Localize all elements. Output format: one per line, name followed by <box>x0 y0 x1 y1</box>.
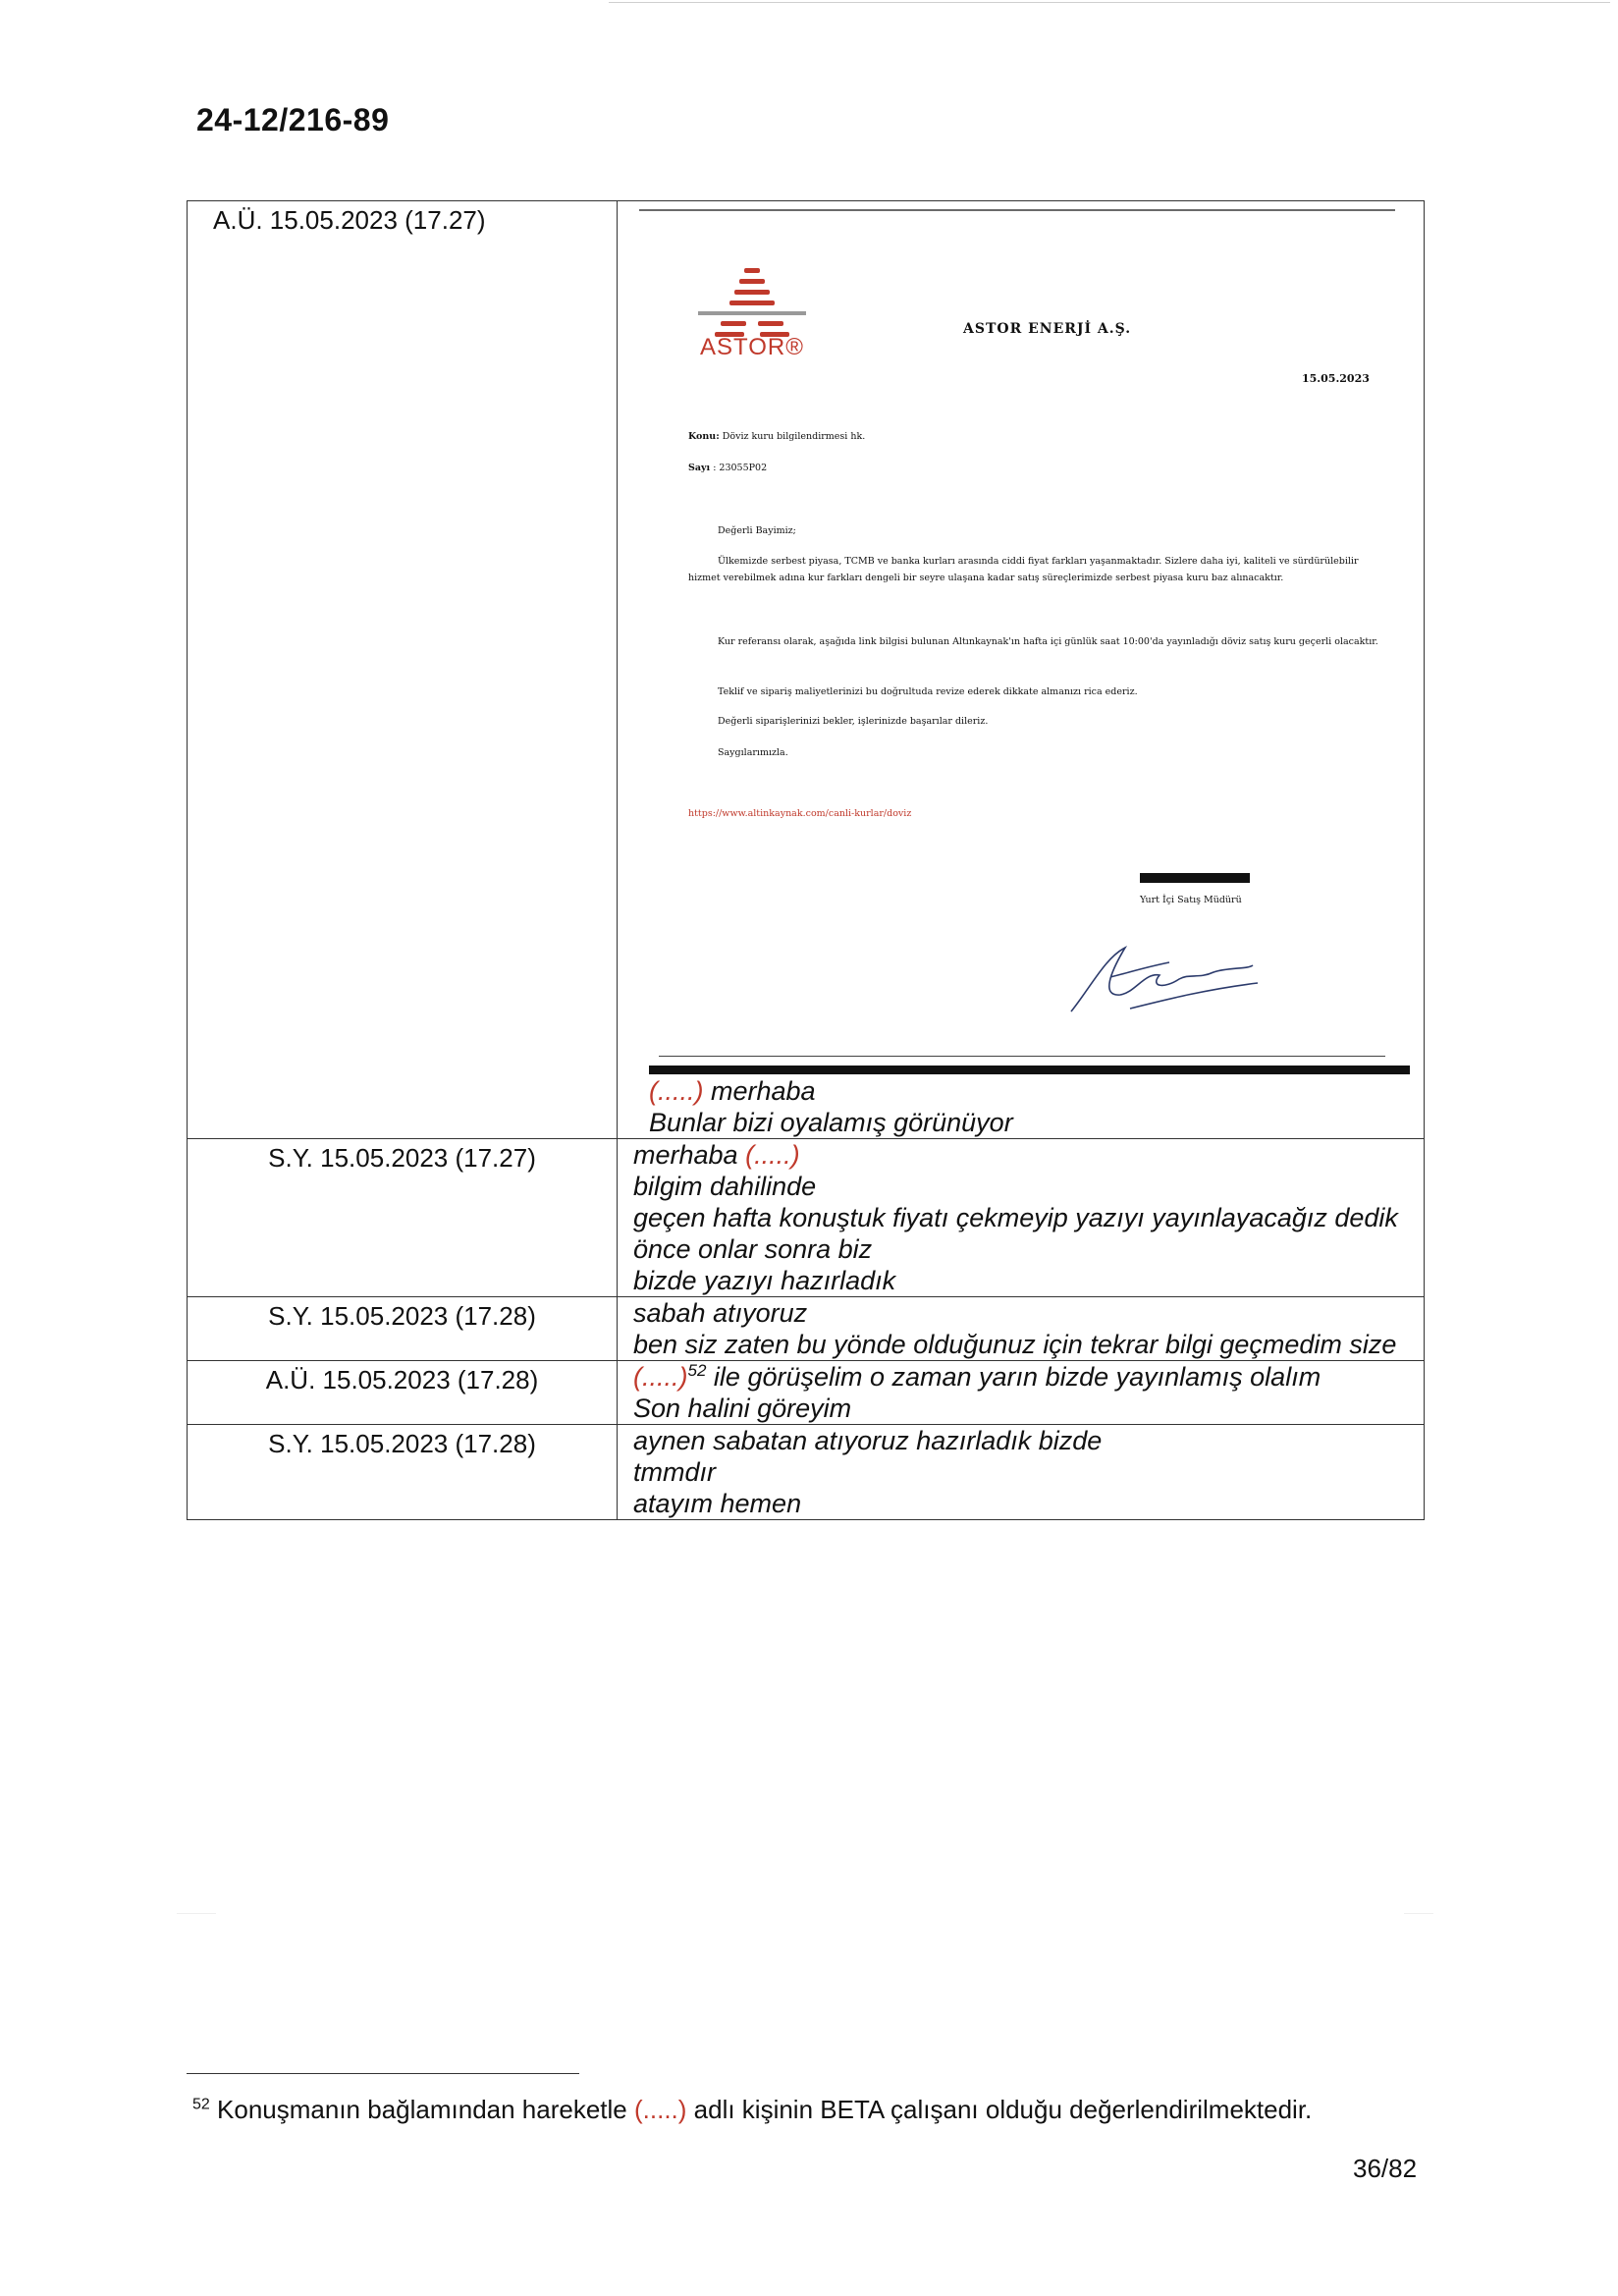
sender-cell <box>188 1297 618 1361</box>
letter-number: Sayı : 23055P02 <box>688 463 768 473</box>
message-line: ben siz zaten bu yönde olduğunuz için tekrar bilgi geçmedim size <box>633 1330 1397 1359</box>
scan-mark <box>1404 1913 1433 1914</box>
sender-cell <box>188 201 618 1139</box>
letter-bottom-bar <box>649 1066 1410 1074</box>
redaction-bar <box>1140 873 1250 883</box>
letter-line-4: Değerli siparişlerinizi bekler, işlerinizde başarılar dileriz. <box>718 716 989 727</box>
message-line: Bunlar bizi oyalamış görünüyor <box>649 1108 1013 1137</box>
sender-cell <box>188 1425 618 1520</box>
sender-cell <box>188 1139 618 1297</box>
letter-paragraph-1: Ülkemizde serbest piyasa, TCMB ve banka kurları arasında ciddi fiyat farkları yaşanmaktadır. Sizlere daha iyi, kaliteli ve sürdürülebilir hizmet verebilmek adına kur farkları dengeli bir seyre ulaşana kadar satış süreçlerimizde serbest piyasa kuru baz alınacaktır. <box>688 556 1359 583</box>
message-cell <box>618 1139 1425 1297</box>
sender-timestamp: S.Y. 15.05.2023 (17.28) <box>268 1301 536 1331</box>
sender-timestamp: S.Y. 15.05.2023 (17.28) <box>268 1429 536 1458</box>
embedded-letter-image <box>629 201 1425 1075</box>
letter-date: 15.05.2023 <box>1302 372 1370 385</box>
document-id: 24-12/216-89 <box>196 102 390 137</box>
sender-timestamp: S.Y. 15.05.2023 (17.27) <box>268 1143 536 1173</box>
footnote: $^{52}$ Konuşmanın bağlamından hareketle (.....) adlı kişinin BETA çalışanı olduğu değerlendirilmektedir. <box>192 2095 1313 2124</box>
message-line: bizde yazıyı hazırladık <box>633 1266 896 1295</box>
message-line: Son halini göreyim <box>633 1394 852 1423</box>
sender-cell <box>188 1361 618 1425</box>
message-line: önce onlar sonra biz <box>633 1234 873 1264</box>
message-line: merhaba (.....) <box>633 1140 800 1170</box>
letter-bottom-rule <box>659 1056 1385 1057</box>
table-row <box>188 201 1425 1139</box>
letter-line-3: Teklif ve sipariş maliyetlerinizi bu doğrultuda revize ederek dikkate almanızı rica ederiz. <box>718 686 1138 697</box>
table-row <box>188 1425 1425 1520</box>
table-row <box>188 1361 1425 1425</box>
message-line: atayım hemen <box>633 1489 802 1518</box>
scan-mark <box>177 1913 216 1914</box>
message-log-table <box>187 200 1425 1520</box>
page-number: 36/82 <box>1353 2154 1418 2183</box>
letter-company: ASTOR ENERJİ A.Ş. <box>963 321 1132 337</box>
signature-icon <box>1052 918 1267 1026</box>
sender-timestamp: A.Ü. 15.05.2023 (17.28) <box>265 1365 539 1394</box>
message-line: aynen sabatan atıyoruz hazırladık bizde <box>633 1426 1103 1455</box>
table-row <box>188 1139 1425 1297</box>
logo-text: ASTOR® <box>700 334 804 360</box>
message-line: (.....) merhaba <box>649 1076 816 1106</box>
letter-greeting: Değerli Bayimiz; <box>718 525 796 536</box>
letter-signer-title: Yurt İçi Satış Müdürü <box>1140 895 1242 905</box>
footnote-rule <box>187 2073 579 2074</box>
letter-subject: Konu: Döviz kuru bilgilendirmesi hk. <box>688 431 866 442</box>
footnote-number: 52 <box>192 2096 210 2113</box>
message-cell <box>618 201 1425 1139</box>
message-line: bilgim dahilinde <box>633 1172 817 1201</box>
message-line: sabah atıyoruz <box>633 1298 808 1328</box>
scan-edge-line <box>609 2 1610 3</box>
letter-url: https://www.altinkaynak.com/canli-kurlar/doviz <box>688 808 912 819</box>
message-cell <box>618 1425 1425 1520</box>
message-line: geçen hafta konuştuk fiyatı çekmeyip yazıyı yayınlayacağız dedik <box>633 1203 1398 1232</box>
message-cell <box>618 1361 1425 1425</box>
message-line: (.....)$^{52}$ ile görüşelim o zaman yarın bizde yayınlamış olalım <box>633 1361 1321 1392</box>
letter-paragraph-2: Kur referansı olarak, aşağıda link bilgisi bulunan Altınkaynak'ın hafta içi günlük saat 10:00'da yayınladığı döviz satış kuru geçerli olacaktır. <box>718 636 1378 647</box>
letter-closing: Saygılarımızla. <box>718 747 788 758</box>
letter-top-rule <box>639 209 1395 211</box>
footnote-ref: 52 <box>687 1361 707 1380</box>
message-line: tmmdır <box>633 1457 716 1487</box>
sender-timestamp: A.Ü. 15.05.2023 (17.27) <box>213 205 486 235</box>
table-row <box>188 1297 1425 1361</box>
message-cell <box>618 1297 1425 1361</box>
